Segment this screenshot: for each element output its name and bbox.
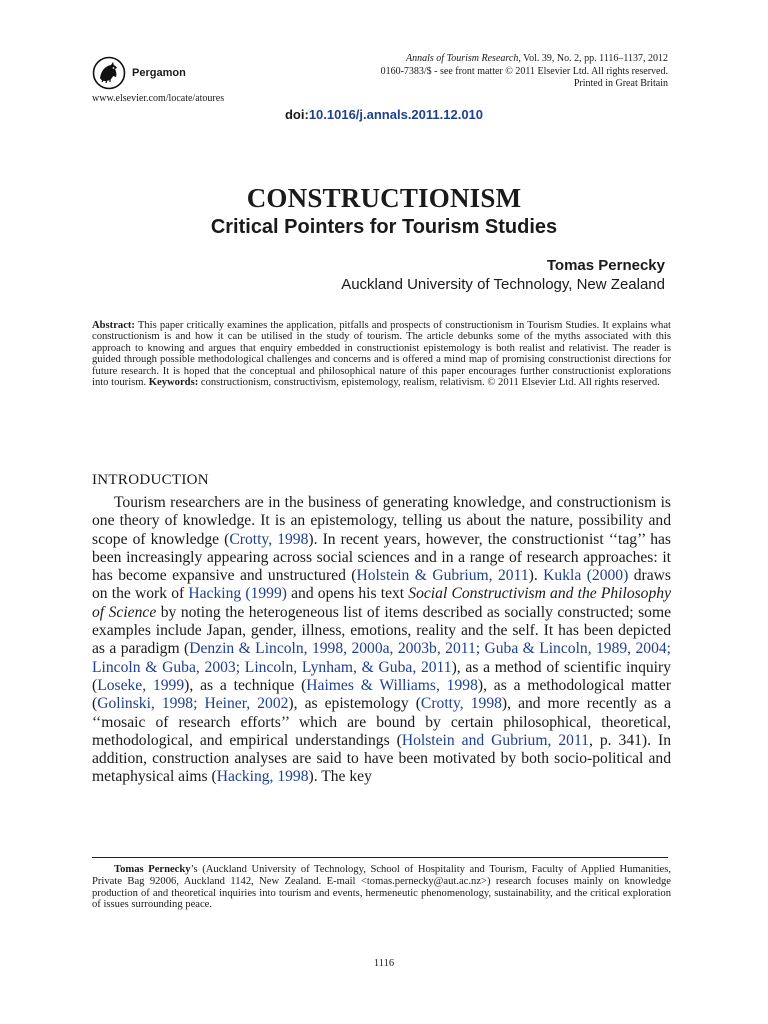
section-heading-introduction: INTRODUCTION xyxy=(92,472,209,488)
footnote-author-name: Tomas Pernecky xyxy=(114,864,191,875)
book-title: Social Constructivism and the Philosophy of Science xyxy=(92,585,671,621)
footnote-text: ’s (Auckland University of Technology, School of Hospitality and Tourism, Faculty of Applied Humanities, Private Bag 92006, Auckland 1142, New Zealand. E-mail <tomas.pernecky@aut.ac.nz>) research focuses mainly on knowledge production of and theoretical inquiries into tourism and events, hermeneutic phenomenology, sustainability, and the critical exploration of issues surrounding peace. xyxy=(92,864,671,911)
body-text-segment: ). In recent years, however, the constructionist ‘‘tag’’ has been increasingly appearing across social sciences and in a range of research approaches: it has become expansive and unstructured ( xyxy=(92,530,671,585)
citation-link[interactable]: Denzin & Lincoln, 1998, 2000a, 2003b, 2011; Guba & Lincoln, 1989, 2004; Lincoln & Guba, 2003; Lincoln, Lynham, & Guba, 2011 xyxy=(92,640,671,676)
citation-link[interactable]: Hacking, 1998 xyxy=(216,768,309,786)
abstract-label: Abstract: xyxy=(92,320,135,331)
body-text-segment: ), as a methodological matter ( xyxy=(92,676,672,713)
body-text-segment: ), as epistemology ( xyxy=(288,695,421,713)
journal-name: Annals of Tourism Research xyxy=(406,53,519,64)
abstract-text: This paper critically examines the application, pitfalls and prospects of constructionism in Tourism Studies. It explains what constructionism is and how it can be utilised in the study of tourism. The article debunks some of the myths associated with this approach to knowing and argues that enquiry embedded in constructionist epistemology is both realist and relativist. The reader is guided through possible methodological challenges and concerns and is offered a mind map of promising constructionist directions for future research. It is hoped that the conceptual and philosophical nature of this paper encourages further constructionist explorations into tourism. xyxy=(92,320,671,389)
introduction-paragraph xyxy=(92,494,671,787)
issn-line: 0160-7383/$ - see front matter © 2011 Elsevier Ltd. All rights reserved. xyxy=(380,65,668,77)
article-subtitle: Critical Pointers for Tourism Studies xyxy=(210,216,558,238)
citation-link[interactable]: Holstein & Gubrium, 2011 xyxy=(356,567,529,585)
publisher-logo-block xyxy=(92,56,186,90)
doi-link[interactable]: 10.1016/j.annals.2011.12.010 xyxy=(308,107,484,122)
citation-link[interactable]: Crotty, 1998 xyxy=(229,530,309,548)
author-name: Tomas Pernecky xyxy=(546,257,665,274)
footnote-divider xyxy=(92,857,668,858)
body-text-segment: draws on the work of xyxy=(92,567,671,603)
body-text-segment: by noting the heterogeneous list of items described as socially constructed; some examples include Japan, gender, illness, emotions, reality and the self. It has been depicted as a paradigm ( xyxy=(92,603,672,658)
body-text-segment: ). xyxy=(528,567,544,585)
citation-link[interactable]: Holstein and Gubrium, 2011 xyxy=(401,731,589,749)
journal-details: , Vol. 39, No. 2, pp. 1116–1137, 2012 xyxy=(518,53,668,64)
journal-url-link[interactable]: www.elsevier.com/locate/atoures xyxy=(92,93,225,104)
printed-line: Printed in Great Britain xyxy=(573,78,668,89)
citation-link[interactable]: Haimes & Williams, 1998 xyxy=(306,676,478,694)
body-text-segment: and opens his text xyxy=(286,585,409,603)
body-text-segment: ), as a method of scientific inquiry ( xyxy=(92,658,671,694)
author-footnote xyxy=(92,864,671,911)
pergamon-horse-logo-icon xyxy=(92,56,126,90)
citation-link[interactable]: Golinski, 1998; Heiner, 2002 xyxy=(97,695,289,713)
journal-info xyxy=(248,53,668,91)
body-text-segment: ), as a technique ( xyxy=(184,676,307,694)
citation-link[interactable]: Kukla (2000) xyxy=(543,567,629,585)
publisher-name: Pergamon xyxy=(132,67,186,79)
body-text-segment: ), and more recently as a ‘‘mosaic of research efforts’’ which are bound by certain philosophical, theoretical, methodological, and empirical understandings ( xyxy=(92,695,672,749)
citation-link[interactable]: Hacking (1999) xyxy=(188,585,287,603)
keywords-label: Keywords: xyxy=(148,377,199,389)
journal-citation-line xyxy=(248,53,668,66)
abstract xyxy=(92,320,671,388)
keywords-text: constructionism, constructivism, epistemology, realism, relativism. © 2011 Elsevier Ltd. All rights reserved. xyxy=(198,377,660,389)
body-text-segment: Tourism researchers are in the business of generating knowledge, and constructionism is one theory of knowledge. It is an epistemology, telling us about the nature, possibility and scope of knowledge ( xyxy=(92,494,671,548)
body-text-segment: ). The key xyxy=(308,768,372,786)
doi-label: doi: xyxy=(284,107,309,122)
author-affiliation: Auckland University of Technology, New Zealand xyxy=(341,276,665,293)
body-text-segment: , p. 341). In addition, construction analyses are said to have been motivated by both socio-political and metaphysical aims ( xyxy=(92,731,671,786)
citation-link[interactable]: Crotty, 1998 xyxy=(420,695,502,713)
page-number: 1116 xyxy=(373,958,395,969)
doi-line xyxy=(0,107,768,122)
article-title: CONSTRUCTIONISM xyxy=(246,183,522,213)
citation-link[interactable]: Loseke, 1999 xyxy=(97,676,185,694)
